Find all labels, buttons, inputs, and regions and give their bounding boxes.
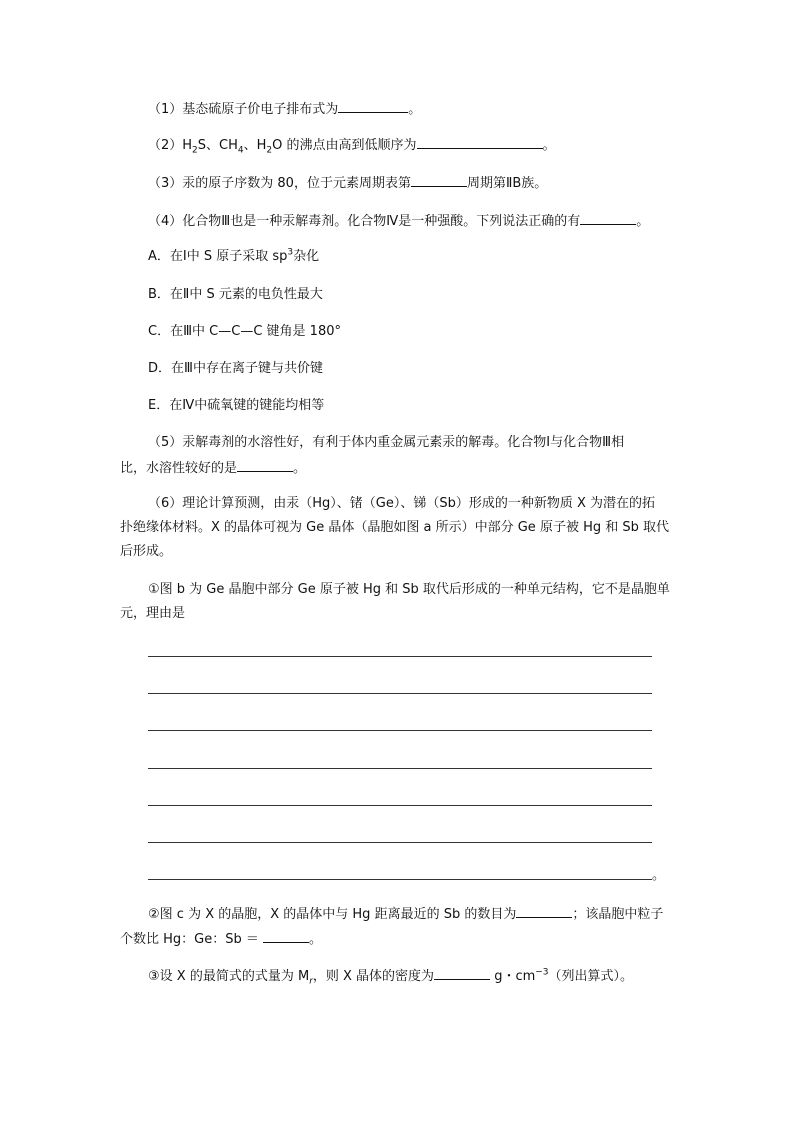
- question-3: （3）汞的原子序数为 80，位于元素周期表第 周期第ⅡB族。: [148, 172, 547, 194]
- subquestion-1-line-1: ①图 b 为 Ge 晶胞中部分 Ge 原子被 Hg 和 Sb 取代后形成的一种单元结构，它不是晶胞单: [148, 582, 670, 597]
- answer-blank: [580, 210, 636, 225]
- question-6-line-3: 后形成。: [120, 544, 173, 559]
- answer-blank: [338, 98, 408, 113]
- question-5-line-1: （5）汞解毒剂的水溶性好，有利于体内重金属元素汞的解毒。化合物Ⅰ与化合物Ⅲ相: [148, 435, 625, 450]
- answer-blank: [516, 903, 572, 918]
- subquestion-2-line-2: 个数比 Hg：Ge：Sb ＝ 。: [120, 928, 322, 950]
- question-2: $(2)H_2S$、$CH_4$、$H_2O$ 的沸点由高到低顺序为 。: [148, 134, 556, 156]
- option-b: B．在Ⅱ中 S 元素的电负性最大: [148, 287, 323, 302]
- question-1: （1）基态硫原子价电子排布式为 。: [148, 98, 421, 120]
- option-c: C．在Ⅲ中 C—C—C 键角是 180°: [148, 324, 341, 339]
- answer-line: [148, 805, 652, 806]
- answer-line: [148, 768, 652, 769]
- question-6-line-1: （6）理论计算预测，由汞（Hg）、锗（Ge）、锑（Sb）形成的一种新物质 X 为潜在的拓: [148, 496, 656, 511]
- option-d: D．在Ⅲ中存在离子键与共价键: [148, 361, 323, 376]
- answer-line: [148, 656, 652, 657]
- question-4: （4）化合物Ⅲ也是一种汞解毒剂。化合物Ⅳ是一种强酸。下列说法正确的有 。: [148, 210, 649, 232]
- answer-line: [148, 730, 652, 731]
- answer-blank: [411, 172, 467, 187]
- answer-line: [148, 693, 652, 694]
- subquestion-3: ③设 X 的最简式的式量为 $M_r$，则 X 晶体的密度为 g・$cm^{-3}$（列出算式）。: [148, 965, 633, 987]
- option-e: E．在Ⅳ中硫氧键的键能均相等: [148, 398, 325, 413]
- option-a: A．在Ⅰ中 S 原子采取 $sp^3$杂化: [148, 247, 320, 264]
- subquestion-2-line-1: ②图 c 为 X 的晶胞，X 的晶体中与 Hg 距离最近的 Sb 的数目为 ；该晶胞中粒子: [148, 903, 663, 925]
- answer-line: [148, 879, 652, 880]
- question-6-line-2: 扑绝缘体材料。X 的晶体可视为 Ge 晶体（晶胞如图 a 所示）中部分 Ge 原子被 Hg 和 Sb 取代: [120, 520, 670, 535]
- subquestion-1-line-2: 元，理由是: [120, 606, 186, 621]
- answer-line: [148, 842, 652, 843]
- answer-blank: [417, 134, 543, 149]
- answer-end-period: 。: [652, 868, 666, 883]
- question-1-text: （1）基态硫原子价电子排布式为: [148, 102, 339, 117]
- question-5-line-2: 比，水溶性较好的是 。: [120, 457, 306, 479]
- answer-blank: [434, 965, 490, 980]
- answer-blank: [263, 928, 309, 943]
- answer-blank: [237, 457, 293, 472]
